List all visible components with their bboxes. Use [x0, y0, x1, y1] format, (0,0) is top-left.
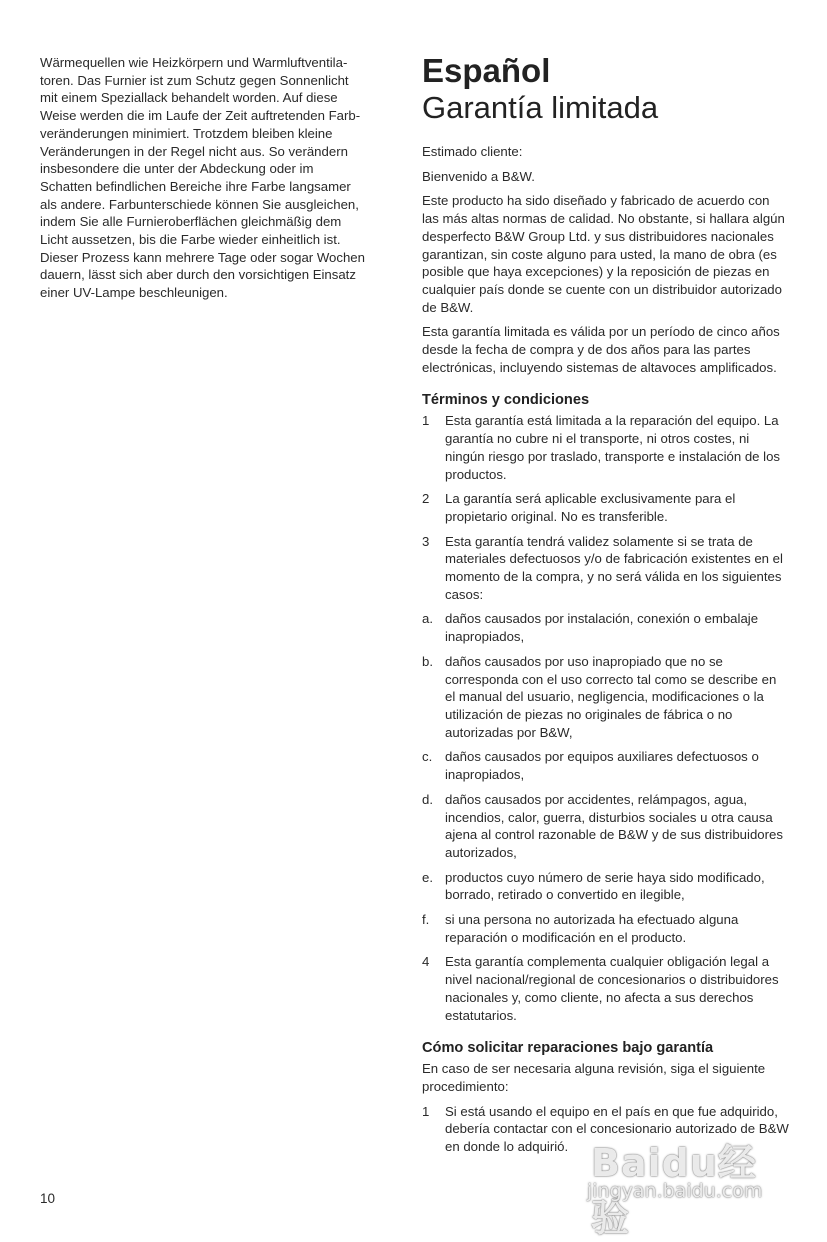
german-paragraph-line-2: toren. Das Furnier ist zum Schutz gegen Sonnenlicht: [40, 72, 349, 88]
term-number: 1: [422, 413, 430, 429]
repair-intro: En caso de ser necesaria alguna revisión, siga el siguiente procedimiento:: [422, 1061, 766, 1094]
term-number: d.: [422, 791, 433, 807]
repair-heading: Cómo solicitar reparaciones bajo garantía: [422, 1040, 714, 1057]
page-number: 10: [40, 1191, 56, 1206]
german-paragraph-line-14: einer UV-Lampe beschleunigen.: [40, 285, 228, 301]
german-paragraph-line-12: Dieser Prozess kann mehrere Tage oder sogar Wochen: [40, 249, 365, 265]
term-text: productos cuyo número de serie haya sido modificado, borrado, retirado o convertido en ilegible,: [445, 869, 765, 903]
term-item: [422, 953, 790, 1024]
repair-step-text: Si está usando el equipo en el país en que fue adquirido, debería contactar con el concesionario autorizado de B&W en donde lo adquirió.: [445, 1103, 789, 1155]
term-text: si una persona no autorizada ha efectuado alguna reparación o modificación en el producto.: [445, 912, 739, 945]
greeting: Estimado cliente:: [422, 144, 523, 159]
repair-step-item: [422, 1103, 790, 1156]
term-number: 3: [422, 533, 430, 549]
intro-paragraph: Este producto ha sido diseñado y fabricado de acuerdo con las más altas normas de calidad. No obstante, si hallara algún desperfecto B&W Group Ltd. y sus distribuidores nacionales garantizan, sin coste alguno para usted, la mano de obra (es posible que haya excepciones) y la reposición de piezas en cualquier país donde se cuente con un distribuidor autorizado de B&W.: [422, 193, 785, 315]
term-number: 4: [422, 954, 430, 970]
left-column-text: [40, 54, 405, 302]
watermark-logo: Baidu经验: [591, 1141, 757, 1240]
term-text: daños causados por uso inapropiado que no se corresponda con el uso correcto tal como se describe en el manual del usuario, negligencia, modificaciones o la utilización de piezas no originales de fábrica o no autorizadas por B&W,: [445, 653, 777, 740]
document-title: Garantía limitada: [422, 90, 659, 125]
term-item: [422, 610, 790, 645]
watermark-url: jingyan.baidu.com: [587, 1180, 763, 1202]
terms-list: [422, 412, 790, 1024]
term-text: Esta garantía tendrá validez solamente si se trata de materiales defectuosos y/o de fabricación existentes en el momento de la compra, y no será válida en los siguientes casos:: [445, 533, 783, 602]
term-text: daños causados por accidentes, relámpagos, agua, incendios, calor, guerra, disturbios sociales u otra causa ajena al control razonable de B&W y de sus distribuidores autorizados,: [445, 791, 783, 860]
term-text: Esta garantía complementa cualquier obligación legal a nivel nacional/regional de concesionarios o distribuidores nacionales y, como cliente, no afecta a sus derechos estatutarios.: [445, 954, 779, 1023]
term-number: a.: [422, 611, 433, 627]
language-heading: Español: [422, 52, 551, 89]
term-text: daños causados por instalación, conexión o embalaje inapropiados,: [445, 611, 759, 645]
term-item: [422, 869, 790, 904]
german-paragraph-line-4: Weise werden die im Laufe der Zeit auftretenden Farb-: [40, 108, 361, 124]
term-number: f.: [422, 912, 430, 928]
term-item: [422, 653, 790, 742]
term-number: b.: [422, 653, 433, 669]
term-number: 2: [422, 491, 430, 507]
term-item: [422, 791, 790, 862]
term-text: Esta garantía está limitada a la reparación del equipo. La garantía no cubre ni el transporte, ni otros costes, ni ningún riesgo por traslado, transporte e instalación de los productos.: [445, 413, 781, 482]
term-item: [422, 748, 790, 783]
validity-paragraph: Esta garantía limitada es válida por un período de cinco años desde la fecha de compra y de dos años para las partes electrónicas, incluyendo sistemas de altavoces amplificados.: [422, 324, 780, 375]
term-number: c.: [422, 749, 433, 765]
german-paragraph-line-10: indem Sie alle Furnieroberflächen gleichmäßig dem: [40, 214, 342, 230]
german-paragraph-line-1: Wärmequellen wie Heizkörpern und Warmluftventila-: [40, 55, 348, 70]
german-paragraph-line-7: insbesondere die unter der Abdeckung oder im: [40, 161, 314, 177]
german-paragraph-line-8: Schatten befindlichen Bereiche ihre Farbe langsamer: [40, 178, 351, 194]
term-text: La garantía será aplicable exclusivamente para el propietario original. No es transferible.: [445, 491, 736, 524]
term-item: [422, 533, 790, 604]
term-number: e.: [422, 869, 433, 885]
welcome-line: Bienvenido a B&W.: [422, 168, 535, 184]
term-item: [422, 412, 790, 483]
repair-step-number: 1: [422, 1103, 430, 1119]
german-paragraph-line-13: dauern, lässt sich aber durch den vorsichtigen Einsatz: [40, 267, 356, 283]
german-paragraph-line-6: Veränderungen in der Regel nicht aus. So verändern: [40, 143, 348, 159]
terms-heading: Términos y condiciones: [422, 392, 590, 409]
right-column: [422, 52, 790, 1163]
term-item: [422, 911, 790, 946]
term-item: [422, 490, 790, 525]
german-paragraph-line-5: veränderungen minimiert. Trotzdem bleiben kleine: [40, 125, 333, 141]
german-paragraph-line-9: als andere. Farbunterschiede können Sie ausgleichen,: [40, 196, 359, 212]
term-text: daños causados por equipos auxiliares defectuosos o inapropiados,: [445, 749, 759, 783]
german-paragraph-line-3: mit einem Speziallack behandelt worden. Auf diese: [40, 90, 338, 106]
german-paragraph-line-11: Licht aussetzen, bis die Farbe wieder einheitlich ist.: [40, 232, 341, 248]
repair-steps-list: [422, 1103, 790, 1156]
